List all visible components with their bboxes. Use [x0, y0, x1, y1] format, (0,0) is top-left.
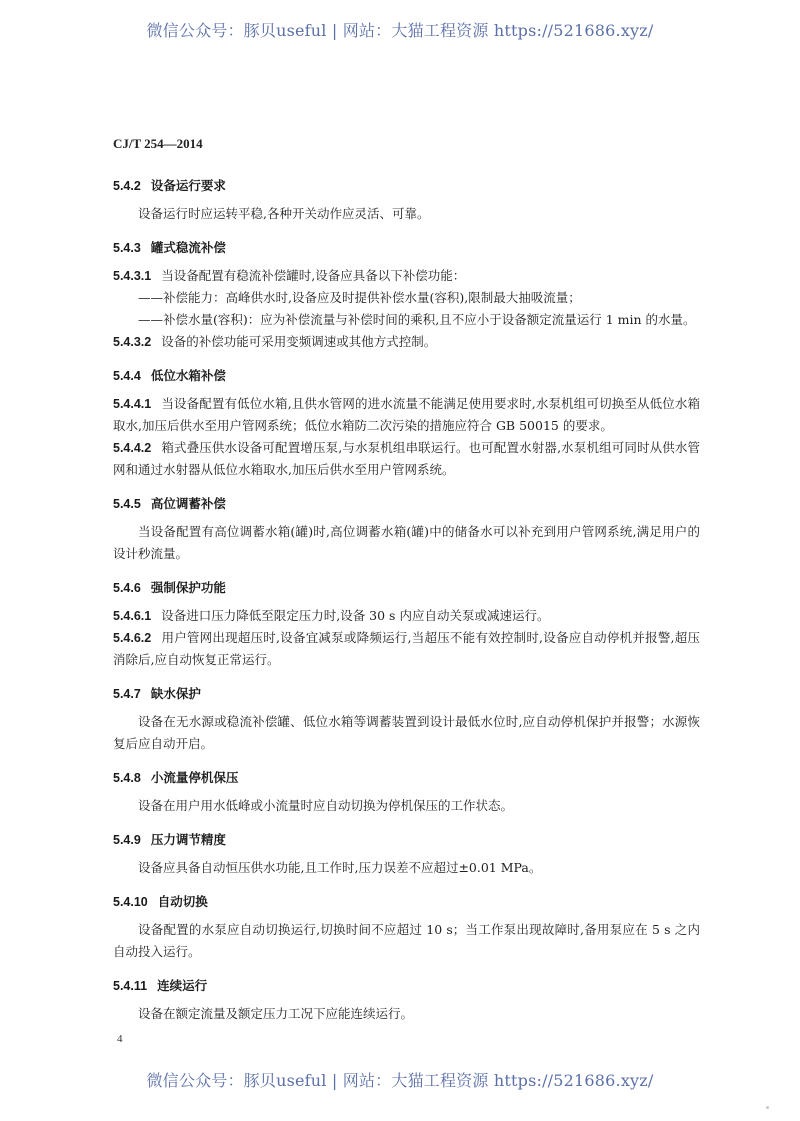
paragraph-5-4-8: 设备在用户用水低峰或小流量时应自动切换为停机保压的工作状态。 — [138, 798, 514, 813]
watermark-bottom: 微信公众号：豚贝useful | 网站：大猫工程资源 https://521686.xyz/ — [146, 1071, 654, 1090]
clause-number: 5.4.4.2 — [113, 441, 152, 455]
section-number: 5.4.11 — [113, 979, 148, 993]
section-heading-5-4-7 — [113, 683, 700, 705]
clause-5-4-4-2 — [113, 437, 700, 481]
clause-number: 5.4.3.1 — [113, 269, 152, 283]
paragraph-5-4-10: 设备配置的水泵应自动切换运行,切换时间不应超过 10 s；当工作泵出现故障时,备用泵应在 5 s 之内自动投入运行。 — [113, 922, 700, 959]
clause-text: 设备的补偿功能可采用变频调速或其他方式控制。 — [161, 334, 437, 349]
section-heading-5-4-5 — [113, 493, 700, 515]
section-title: 低位水箱补偿 — [150, 368, 226, 383]
section-heading-5-4-11 — [113, 975, 700, 997]
section-title: 罐式稳流补偿 — [150, 240, 226, 255]
clause-5-4-3-1 — [113, 265, 700, 287]
paragraph-5-4-5: 当设备配置有高位调蓄水箱(罐)时,高位调蓄水箱(罐)中的储备水可以补充到用户管网系统,满足用户的设计秒流量。 — [113, 524, 700, 561]
clause-number: 5.4.6.2 — [113, 631, 152, 645]
paragraph-5-4-7: 设备在无水源或稳流补偿罐、低位水箱等调蓄装置到设计最低水位时,应自动停机保护并报警；水源恢复后应自动开启。 — [113, 714, 700, 751]
clause-text: 当设备配置有低位水箱,且供水管网的进水流量不能满足使用要求时,水泵机组可切换至从低位水箱取水,加压后供水至用户管网系统；低位水箱防二次污染的措施应符合 GB 50015 的要求。 — [113, 396, 700, 433]
clause-number: 5.4.3.2 — [113, 335, 152, 349]
section-number: 5.4.4 — [113, 369, 141, 383]
section-heading-5-4-9 — [113, 829, 700, 851]
section-number: 5.4.2 — [113, 179, 141, 193]
clause-text: 设备进口压力降低至限定压力时,设备 30 s 内应自动关泵或减速运行。 — [161, 608, 550, 623]
section-number: 5.4.5 — [113, 497, 141, 511]
section-heading-5-4-3 — [113, 237, 700, 259]
clause-5-4-3-2 — [113, 331, 700, 353]
paragraph-5-4-11: 设备在额定流量及额定压力工况下应能连续运行。 — [138, 1006, 414, 1021]
watermark-top: 微信公众号：豚贝useful | 网站：大猫工程资源 https://521686.xyz/ — [146, 21, 654, 40]
clause-5-4-4-1 — [113, 393, 700, 437]
standard-code: CJ/T 254—2014 — [113, 136, 203, 151]
document-body — [113, 175, 700, 1025]
section-title: 自动切换 — [157, 894, 208, 909]
section-title: 强制保护功能 — [150, 580, 226, 595]
scan-artifact-dot — [766, 1106, 769, 1109]
paragraph-5-4-2: 设备运行时应运转平稳,各种开关动作应灵活、可靠。 — [138, 206, 430, 221]
section-heading-5-4-8 — [113, 767, 700, 789]
clause-number: 5.4.4.1 — [113, 397, 152, 411]
section-title: 设备运行要求 — [150, 178, 226, 193]
section-number: 5.4.10 — [113, 895, 148, 909]
clause-number: 5.4.6.1 — [113, 609, 152, 623]
section-number: 5.4.3 — [113, 241, 141, 255]
clause-text: 箱式叠压供水设备可配置增压泵,与水泵机组串联运行。也可配置水射器,水泵机组可同时从供水管网和通过水射器从低位水箱取水,加压后供水至用户管网系统。 — [113, 440, 700, 477]
paragraph-5-4-9: 设备应具备自动恒压供水功能,且工作时,压力误差不应超过±0.01 MPa。 — [138, 860, 542, 875]
list-item: ——补偿能力：高峰供水时,设备应及时提供补偿水量(容积),限制最大抽吸流量； — [138, 290, 581, 305]
clause-text: 用户管网出现超压时,设备宜减泵或降频运行,当超压不能有效控制时,设备应自动停机并报警,超压消除后,应自动恢复正常运行。 — [113, 630, 700, 667]
section-heading-5-4-6 — [113, 577, 700, 599]
section-number: 5.4.6 — [113, 581, 141, 595]
section-number: 5.4.9 — [113, 833, 141, 847]
section-title: 高位调蓄补偿 — [150, 496, 226, 511]
clause-5-4-6-2 — [113, 627, 700, 671]
section-heading-5-4-4 — [113, 365, 700, 387]
section-heading-5-4-2 — [113, 175, 700, 197]
section-heading-5-4-10 — [113, 891, 700, 913]
section-title: 小流量停机保压 — [150, 770, 239, 785]
clause-text: 当设备配置有稳流补偿罐时,设备应具备以下补偿功能： — [161, 268, 466, 283]
section-title: 压力调节精度 — [150, 832, 226, 847]
list-item: ——补偿水量(容积)：应为补偿流量与补偿时间的乘积,且不应小于设备额定流量运行 1 min 的水量。 — [138, 312, 696, 327]
section-number: 5.4.7 — [113, 687, 141, 701]
section-number: 5.4.8 — [113, 771, 141, 785]
section-title: 连续运行 — [157, 978, 208, 993]
section-title: 缺水保护 — [150, 686, 201, 701]
page-number: 4 — [117, 1033, 123, 1045]
clause-5-4-6-1 — [113, 605, 700, 627]
